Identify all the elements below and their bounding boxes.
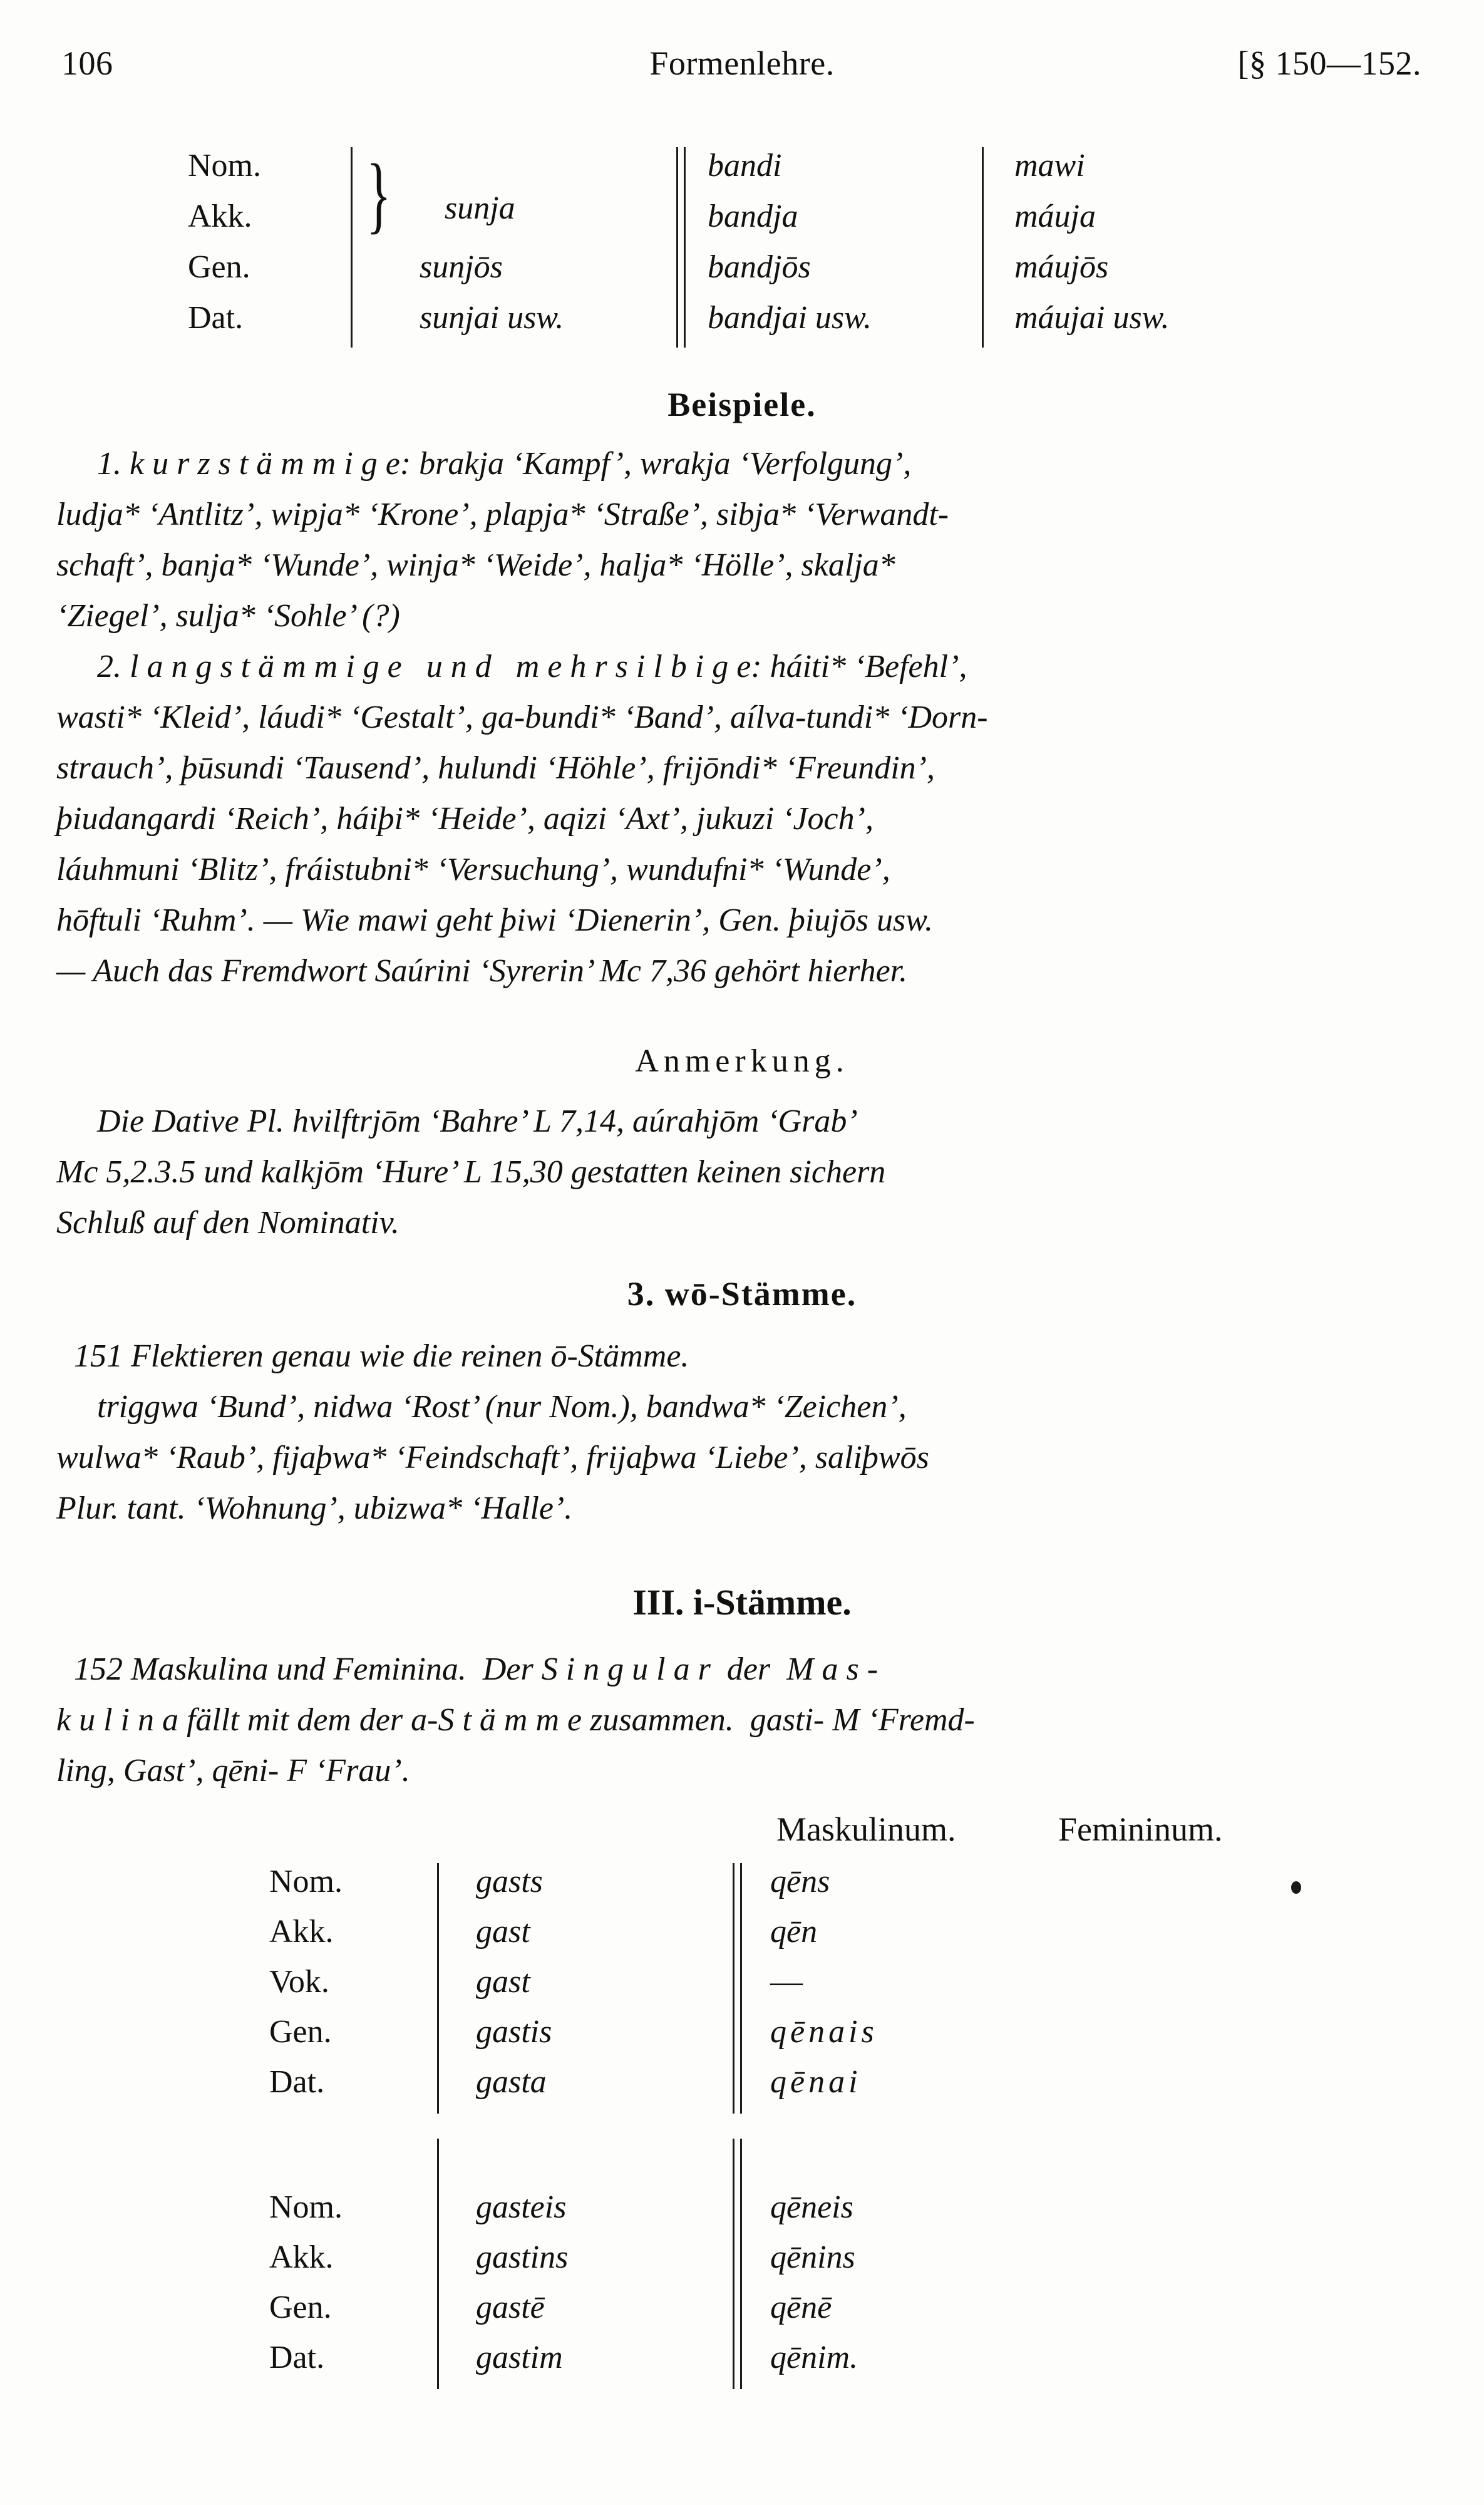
text-line: 1. k u r z s t ä m m i g e: brakja ‘Kampf’, wrakja ‘Verfolgung’, xyxy=(56,446,912,482)
text-line: þiudangardi ‘Reich’, háiþi* ‘Heide’, aqizi ‘Axt’, jukuzi ‘Joch’, xyxy=(56,801,873,837)
anmerkung-body xyxy=(56,1096,1428,1248)
table-cell: qēns xyxy=(770,1864,830,1899)
table-cell: gast xyxy=(476,1964,530,2000)
table-cell: qēneis xyxy=(770,2189,853,2225)
text-line: wasti* ‘Kleid’, láudi* ‘Gestalt’, ga-bundi* ‘Band’, aílva-tundi* ‘Dorn- xyxy=(56,700,988,735)
table-cell: sunjōs xyxy=(420,249,503,285)
case-label: Akk. xyxy=(269,2239,334,2275)
table-cell-braced-form: sunja xyxy=(445,190,515,226)
table-row xyxy=(269,2013,1208,2063)
case-label: Dat. xyxy=(269,2340,325,2375)
beispiele-body xyxy=(56,438,1428,996)
i-stamme-heading: III. i-Stämme. xyxy=(632,1582,852,1623)
table-column-header-masculine: Maskulinum. xyxy=(776,1810,956,1848)
table-cell: máujai usw. xyxy=(1014,300,1170,336)
table-column-header-feminine: Femininum. xyxy=(1058,1810,1223,1848)
text-line: triggwa ‘Bund’, nidwa ‘Rost’ (nur Nom.), bandwa* ‘Zeichen’, xyxy=(56,1389,907,1425)
page-number: 106 xyxy=(61,44,113,82)
table-cell: bandjōs xyxy=(708,249,811,285)
table-row xyxy=(188,299,1252,350)
text-line: 152 Maskulina und Feminina. Der S i n g u l a r der M a s - xyxy=(74,1651,879,1687)
case-label: Vok. xyxy=(269,1964,329,2000)
table-cell: qēn xyxy=(770,1914,818,1950)
table-cell: qēnim. xyxy=(770,2340,858,2375)
running-head xyxy=(56,44,1428,88)
table-cell: gasta xyxy=(476,2064,547,2100)
table-cell: bandja xyxy=(708,199,798,234)
text-line: hōftuli ‘Ruhm’. — Wie mawi geht þiwi ‘Dienerin’, Gen. þiujōs usw. xyxy=(56,902,934,938)
i-stamme-section xyxy=(56,1581,1428,1623)
text-line: Mc 5,2.3.5 und kalkjōm ‘Hure’ L 15,30 gestatten keinen sichern xyxy=(56,1154,886,1190)
table-cell: qēnai xyxy=(770,2064,862,2100)
text-line: ‘Ziegel’, sulja* ‘Sohle’ (?) xyxy=(56,598,400,634)
table-cell: qēnins xyxy=(770,2239,855,2275)
running-head-title: Formenlehre. xyxy=(649,44,835,82)
table-row xyxy=(269,2339,1208,2389)
table-cell-empty-dash: — xyxy=(770,1964,803,2000)
table-cell: gasteis xyxy=(476,2189,567,2225)
table-cell: máujōs xyxy=(1014,249,1109,285)
case-label: Gen. xyxy=(269,2014,332,2050)
table-row xyxy=(269,1913,1208,1963)
table-cell: máuja xyxy=(1014,199,1096,234)
case-label: Dat. xyxy=(188,300,244,336)
table-row xyxy=(269,2063,1208,2114)
table-cell: gasts xyxy=(476,1864,543,1899)
case-label: Akk. xyxy=(269,1914,334,1950)
brace-glyph: } xyxy=(366,146,391,242)
declension-table-jo-stems xyxy=(188,147,1252,354)
case-label: Nom. xyxy=(269,2189,343,2225)
text-line: 2. l a n g s t ä m m i g e u n d m e h r s i l b i g e: háiti* ‘Befehl’, xyxy=(56,649,967,684)
table-row xyxy=(188,147,1252,198)
case-label: Gen. xyxy=(269,2290,332,2325)
text-line: Plur. tant. ‘Wohnung’, ubizwa* ‘Halle’. xyxy=(56,1490,573,1526)
wo-stamme-section xyxy=(56,1274,1428,1313)
anmerkung-heading: Anmerkung. xyxy=(635,1043,849,1079)
table-row xyxy=(269,1863,1208,1913)
table-row xyxy=(269,1963,1208,2013)
table-cell: gastins xyxy=(476,2239,569,2275)
case-label: Dat. xyxy=(269,2064,325,2100)
case-label: Akk. xyxy=(188,199,252,234)
table-cell: bandi xyxy=(708,148,782,183)
text-line: — Auch das Fremdwort Saúrini ‘Syrerin’ Mc 7,36 gehört hierher. xyxy=(56,953,908,989)
text-line: ling, Gast’, qēni- F ‘Frau’. xyxy=(56,1753,410,1789)
anmerkung-section xyxy=(56,1043,1428,1080)
text-line: strauch’, þūsundi ‘Tausend’, hulundi ‘Höhle’, frijōndi* ‘Freundin’, xyxy=(56,750,935,786)
text-line: wulwa* ‘Raub’, fijaþwa* ‘Feindschaft’, frijaþwa ‘Liebe’, saliþwōs xyxy=(56,1440,929,1475)
table-cell: gastē xyxy=(476,2290,545,2325)
table-row xyxy=(269,2289,1208,2339)
text-line: schaft’, banja* ‘Wunde’, winja* ‘Weide’, halja* ‘Hölle’, skalja* xyxy=(56,547,895,583)
table-cell: bandjai usw. xyxy=(708,300,872,336)
section-range: [§ 150—152. xyxy=(1237,44,1421,82)
table-cell: sunjai usw. xyxy=(420,300,564,336)
text-line: Die Dative Pl. hvilftrjōm ‘Bahre’ L 7,14, aúrahjōm ‘Grab’ xyxy=(56,1103,858,1139)
text-line: k u l i n a fällt mit dem der a-S t ä m m e zusammen. gasti- M ‘Fremd- xyxy=(56,1702,975,1738)
table-cell: mawi xyxy=(1014,148,1085,183)
table-row xyxy=(188,198,1252,249)
table-row xyxy=(269,2239,1208,2289)
table-cell: gastim xyxy=(476,2340,563,2375)
wo-stamme-body xyxy=(56,1331,1428,1534)
wo-stamme-heading: 3. wō-Stämme. xyxy=(627,1275,857,1313)
table-cell: gast xyxy=(476,1914,530,1950)
text-line: 151 Flektieren genau wie die reinen ō-Stämme. xyxy=(74,1338,689,1374)
beispiele-section xyxy=(56,385,1428,424)
table-cell: gastis xyxy=(476,2014,552,2050)
text-line: Schluß auf den Nominativ. xyxy=(56,1205,399,1241)
text-line: láuhmuni ‘Blitz’, fráistubni* ‘Versuchung’, wundufni* ‘Wunde’, xyxy=(56,852,890,887)
table-row xyxy=(269,2189,1208,2239)
beispiele-heading: Beispiele. xyxy=(667,386,817,423)
case-label: Nom. xyxy=(188,148,261,183)
text-line: ludja* ‘Antlitz’, wipja* ‘Krone’, plapja* ‘Straße’, sibja* ‘Verwandt- xyxy=(56,497,949,532)
table-cell: qēnais xyxy=(770,2014,878,2050)
table-row xyxy=(188,249,1252,299)
case-label: Gen. xyxy=(188,249,250,285)
ink-blot-artifact xyxy=(1291,1881,1301,1894)
table-cell: qēnē xyxy=(770,2290,832,2325)
declension-table-i-stems xyxy=(269,1863,1208,2414)
i-stamme-body xyxy=(56,1644,1428,1796)
table-row-spacer xyxy=(269,2114,1208,2189)
case-label: Nom. xyxy=(269,1864,343,1899)
